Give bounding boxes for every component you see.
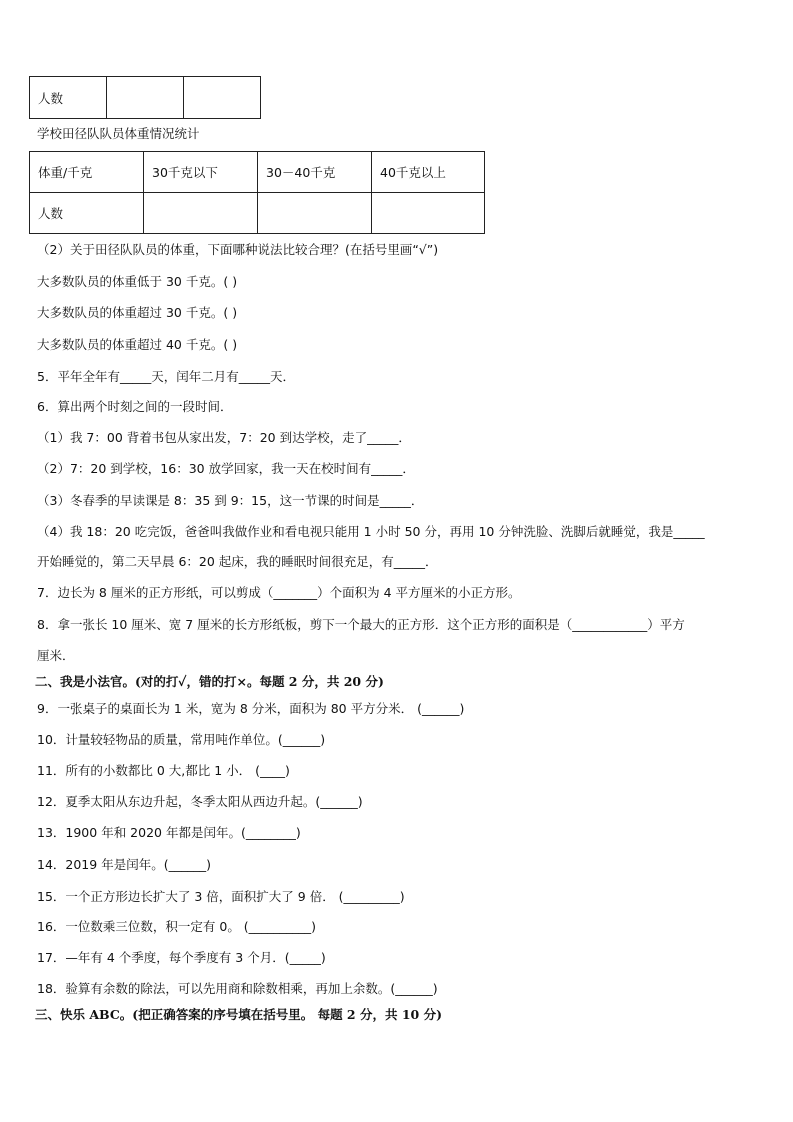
question-line: 大多数队员的体重低于 30 千克。( ) xyxy=(37,274,238,289)
question-line: 6．算出两个时刻之间的一段时间． xyxy=(37,399,233,414)
table2-header: 30－40千克 xyxy=(258,152,372,193)
table2-caption: 学校田径队队员体重情况统计 xyxy=(37,126,200,141)
section-heading: 三、快乐 ABC。(把正确答案的序号填在括号里。 每题 2 分，共 10 分) xyxy=(35,1007,442,1022)
question-line: 10．计量较轻物品的质量，常用吨作单位。(______) xyxy=(37,732,326,747)
question-line: （4）我 18：20 吃完饭，爸爸叫我做作业和看电视只能用 1 小时 50 分，再用 10 分钟洗脸、洗脚后就睡觉，我是_____ xyxy=(37,524,705,539)
question-line: 大多数队员的体重超过 40 千克。( ) xyxy=(37,337,238,352)
question-line: （2）7：20 到学校，16：30 放学回家，我一天在校时间有_____． xyxy=(37,461,415,476)
question-line: 15．一个正方形边长扩大了 3 倍，面积扩大了 9 倍． (_________) xyxy=(37,889,405,904)
question-line: 12．夏季太阳从东边升起，冬季太阳从西边升起。(______) xyxy=(37,794,363,809)
question-line: 开始睡觉的，第二天早晨 6：20 起床，我的睡眠时间很充足，有_____． xyxy=(37,554,438,569)
question-line: （1）我 7：00 背着书包从家出发，7：20 到达学校，走了_____． xyxy=(37,430,411,445)
question-line: 18．验算有余数的除法，可以先用商和除数相乘，再加上余数。(______) xyxy=(37,981,438,996)
table2-header: 30千克以下 xyxy=(144,152,258,193)
table1-cell xyxy=(107,77,184,119)
question-line: 厘米． xyxy=(37,648,75,663)
question-line: 8．拿一张长 10 厘米、宽 7 厘米的长方形纸板，剪下一个最大的正方形．这个正方形的面积是（____________）平方 xyxy=(37,617,685,632)
table2-cell xyxy=(258,193,372,234)
question-line: 7．边长为 8 厘米的正方形纸，可以剪成（_______）个面积为 4 平方厘米的小正方形。 xyxy=(37,585,521,600)
table2-header: 40千克以上 xyxy=(372,152,485,193)
question-line: （2）关于田径队队员的体重，下面哪种说法比较合理？(在括号里画“√”) xyxy=(37,242,439,257)
table2-cell xyxy=(372,193,485,234)
question-line: 11．所有的小数都比 0 大,都比 1 小． (____) xyxy=(37,763,290,778)
table2-header: 体重/千克 xyxy=(30,152,144,193)
question-line: 14．2019 年是闰年。(______) xyxy=(37,857,211,872)
question-line: 大多数队员的体重超过 30 千克。( ) xyxy=(37,305,238,320)
question-line: 9．一张桌子的桌面长为 1 米，宽为 8 分米，面积为 80 平方分米． (______) xyxy=(37,701,465,716)
question-line: （3）冬春季的早读课是 8：35 到 9：15，这一节课的时间是_____． xyxy=(37,493,424,508)
question-line: 17．—年有 4 个季度，每个季度有 3 个月．(_____) xyxy=(37,950,326,965)
weight-table xyxy=(29,151,485,234)
question-line: 16．一位数乘三位数，积一定有 0。 (__________) xyxy=(37,919,317,934)
table2-cell xyxy=(144,193,258,234)
question-line: 13．1900 年和 2020 年都是闰年。(________) xyxy=(37,825,301,840)
table1-row-label: 人数 xyxy=(30,77,107,119)
question-line: 5．平年全年有_____天，闰年二月有_____天． xyxy=(37,369,295,384)
section-heading: 二、我是小法官。(对的打✓，错的打×。每题 2 分，共 20 分) xyxy=(35,674,384,689)
table1-cell xyxy=(184,77,261,119)
table-top xyxy=(29,76,261,119)
table2-row-label: 人数 xyxy=(30,193,144,234)
